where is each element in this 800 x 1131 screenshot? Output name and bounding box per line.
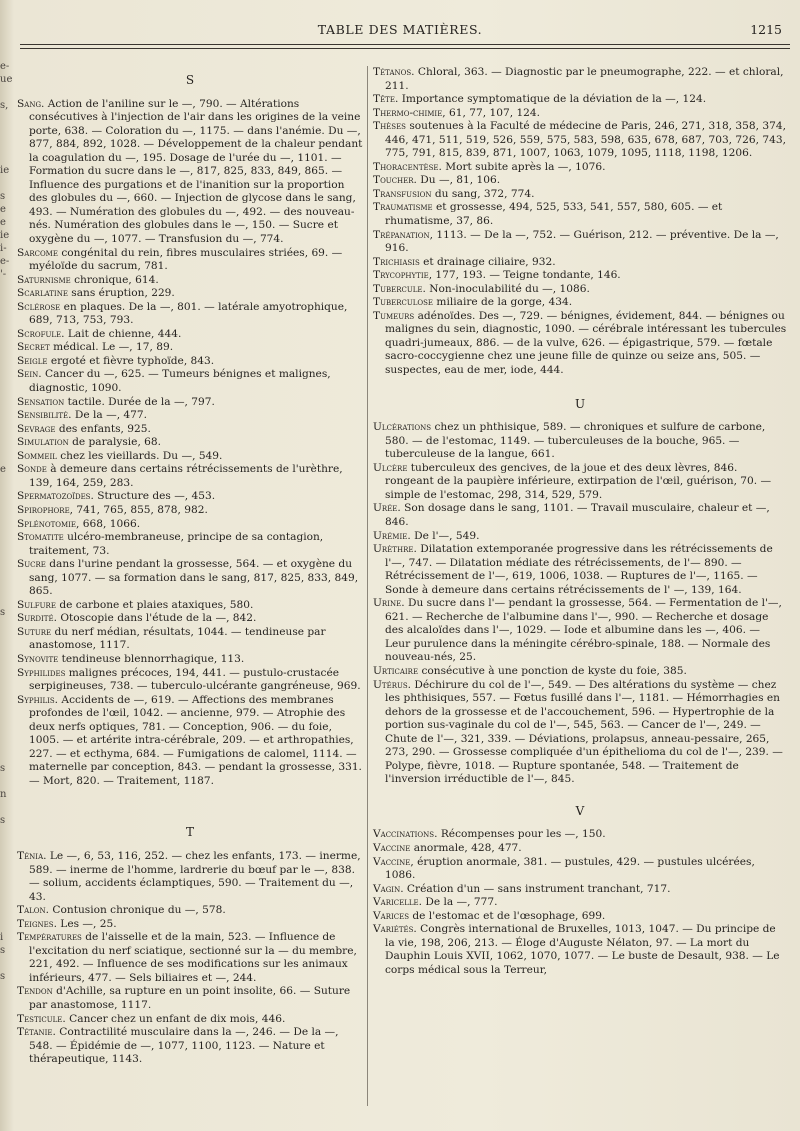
- entry-lemma: Tendon: [17, 985, 53, 998]
- entry-text: Non-inoculabilité du —, 1086.: [425, 282, 590, 295]
- index-entry: [373, 201, 787, 228]
- index-entry: [17, 423, 363, 437]
- entry-lemma: Utérus.: [373, 678, 412, 691]
- index-entry: [17, 653, 363, 667]
- entry-lemma: Thermo-chimie,: [373, 106, 446, 119]
- index-entry: [373, 120, 787, 161]
- entry-lemma: Sein.: [17, 368, 42, 381]
- index-entry: [17, 450, 363, 464]
- entry-text: consécutive à une ponction de kyste du foie, 385.: [418, 664, 687, 677]
- bleed-fragment: [0, 723, 13, 736]
- entry-lemma: Tétanos.: [373, 66, 415, 78]
- entry-lemma: Vaccine,: [373, 855, 414, 868]
- entry-lemma: Vagin.: [373, 882, 404, 895]
- index-entry: [17, 409, 363, 423]
- bleed-fragment: ie: [0, 230, 10, 241]
- bleed-fragment: [0, 411, 13, 424]
- bleed-fragment: ue: [0, 74, 13, 85]
- index-entry: [17, 850, 363, 904]
- entry-lemma: Variétés.: [373, 923, 417, 936]
- entry-text: médical. Le —, 17, 89.: [49, 341, 174, 354]
- entry-text: adénoïdes. Des —, 729. — bénignes, évidement, 844. — bénignes ou malignes du sein, diagnostic, 1090. — cérébrale intéressant les tubercules quadri-jumeaux, 886. — de la vulve, 626. — épigastrique, 579. — fœtale sacro-coccygienne chez une jeune fille de quinze ou seize ans, 505. — suspectes, eau de mer, iode, 444.: [385, 309, 787, 377]
- entry-text: Déchirure du col de l'—, 549. — Des altérations du système — chez les phthisiques, 557. — Fœtus fusillé dans l'—, 1181. — Hémorrhagies en dehors de la grossesse et de l'accouchement, 596. — Hypertrophie de la portion sus-vaginale du col de l'—, 545, 563. — Cancer de l'—, 249. — Chute de l'—, 321, 339. — Déviations, prolapsus, anneau-pessaire, 265, 273, 290. — Grossesse compliquée d'un épithelioma du col de l'—, 239. — Polype, fièvre, 1018. — Rupture spontanée, 548. — Traitement de l'inversion irréductible de l'—, 845.: [385, 678, 783, 786]
- entry-lemma: Scrofule.: [17, 327, 65, 340]
- bleed-fragment: [0, 515, 13, 528]
- index-entry: [17, 931, 363, 985]
- entry-text: Cancer du —, 625. — Tumeurs bénignes et malignes, diagnostic, 1090.: [29, 368, 331, 395]
- entry-text: Les —, 25.: [56, 917, 117, 930]
- bleed-fragment: [0, 905, 13, 918]
- entry-text: et drainage ciliaire, 932.: [419, 255, 556, 268]
- bleed-fragment: [0, 307, 13, 320]
- index-entry: [373, 229, 787, 256]
- bleed-fragment: [0, 879, 13, 892]
- entry-text: soutenues à la Faculté de médecine de Paris, 246, 271, 318, 358, 374, 446, 471, 511, 519, 526, 559, 575, 583, 598, 635, 678, 687, 703, 726, 743, 775, 791, 815, 839, 871, 1007, 1063, 1079, 1095, 1118, 1198, 1206.: [385, 120, 786, 160]
- entry-text: De l'—, 549.: [410, 529, 480, 542]
- entry-lemma: Toucher.: [373, 174, 417, 187]
- entry-text: 177, 193. — Teigne tondante, 146.: [432, 269, 621, 282]
- bleed-fragment: [0, 125, 13, 138]
- entry-text: Le —, 6, 53, 116, 252. — chez les enfants, 173. — inerme, 589. — inerme de l'homme, lardrerie du bœuf par le —, 838. — solium, accidents éclamptiques, 590. — Traitement du —, 43.: [29, 849, 361, 903]
- bleed-fragment: s: [0, 971, 6, 982]
- bleed-fragment: [0, 632, 13, 645]
- index-entry: [373, 107, 787, 121]
- entry-lemma: Urémie.: [373, 529, 411, 542]
- entry-text: chez un phthisique, 589. — chroniques et sulfure de carbone, 580. — de l'estomac, 1149. — tuberculeuses de la bouche, 965. — tuberculeuse de la langue, 661.: [385, 421, 766, 461]
- entry-text: Lait de chienne, 444.: [64, 327, 182, 340]
- bleed-fragment: [0, 567, 13, 580]
- entry-text: 1113. — De la —, 752. — Guérison, 212. — préventive. De la —, 916.: [385, 228, 779, 255]
- entry-lemma: Spirophore,: [17, 503, 74, 516]
- entry-lemma: Trichiasis: [373, 255, 420, 268]
- index-entry: [373, 842, 787, 856]
- entry-lemma: Sommeil: [17, 449, 57, 462]
- left-column: [17, 66, 363, 1067]
- entry-text: tuberculeux des gencives, de la joue et des deux lèvres, 846. rongeant de la paupière inférieure, extirpation de l'œil, guérison, 70. — simple de l'estomac, 298, 314, 529, 579.: [385, 461, 772, 501]
- bleed-fragment: [0, 853, 13, 866]
- bleed-fragment: s: [0, 191, 6, 202]
- entry-lemma: Talon.: [17, 904, 50, 917]
- index-entry: [17, 626, 363, 653]
- index-entry: [17, 247, 363, 274]
- index-entry: [373, 502, 787, 529]
- entry-text: du nerf médian, résultats, 1044. — tendineuse par anastomose, 1117.: [29, 625, 326, 652]
- index-entry: [17, 341, 363, 355]
- entry-lemma: Vaccine: [373, 841, 411, 854]
- entry-text: Dilatation extemporanée progressive dans les rétrécissements de l'—, 747. — Dilatation médiate des rétrécissements, de l'— 890. — Rétrécissement de l'—, 619, 1006, 1038. — Ruptures de l'—, 1165. — Sonde à demeure dans certains rétrécissements de l' —, 139, 164.: [385, 543, 773, 596]
- entry-lemma: Tuberculose: [373, 296, 434, 309]
- entry-lemma: Trycophytie,: [373, 269, 433, 282]
- entry-lemma: Saturnisme: [17, 273, 71, 286]
- bleed-fragment: [0, 476, 13, 489]
- index-entry: [373, 188, 787, 202]
- entry-lemma: Tumeurs: [373, 309, 415, 322]
- index-entry: [17, 667, 363, 694]
- bleed-fragment: e: [0, 204, 6, 215]
- bleed-fragment: [0, 749, 13, 762]
- index-entry: [17, 287, 363, 301]
- bleed-fragment: [0, 502, 13, 515]
- bleed-fragment: [0, 151, 13, 164]
- bleed-fragment: ie: [0, 165, 10, 176]
- bleed-fragment: [0, 801, 13, 814]
- index-entry: [17, 1026, 363, 1067]
- entry-lemma: Varices: [373, 909, 410, 922]
- entry-text: anormale, 428, 477.: [410, 841, 522, 854]
- entry-text: 668, 1066.: [79, 517, 141, 530]
- entry-lemma: Varicelle.: [373, 896, 422, 909]
- index-entry: [17, 368, 363, 395]
- bleed-fragment: [0, 333, 13, 346]
- entry-lemma: Sucre: [17, 558, 46, 571]
- index-entry: [373, 296, 787, 310]
- bleed-fragment: [0, 398, 13, 411]
- entry-text: chronique, 614.: [70, 273, 159, 286]
- bleed-fragment: [0, 593, 13, 606]
- bleed-fragment: [0, 450, 13, 463]
- entry-lemma: Ulcère: [373, 461, 408, 474]
- entry-text: Du —, 81, 106.: [416, 174, 501, 187]
- entry-text: des enfants, 925.: [55, 422, 151, 435]
- entry-lemma: Urine.: [373, 597, 405, 610]
- bleed-fragment: [0, 554, 13, 567]
- index-entry: [373, 310, 787, 378]
- bleed-fragment: [0, 320, 13, 333]
- entry-lemma: Transfusion: [373, 187, 432, 200]
- section-letter-v: V: [575, 803, 585, 818]
- entry-text: Cancer chez un enfant de dix mois, 446.: [65, 1012, 286, 1025]
- entry-lemma: Sensation: [17, 395, 65, 408]
- entry-lemma: Ténia.: [17, 849, 47, 862]
- entry-text: chez les vieillards. Du —, 549.: [56, 449, 223, 462]
- bleed-fragment: [0, 684, 13, 697]
- entry-text: De la —, 777.: [421, 896, 498, 909]
- index-entry: [17, 301, 363, 328]
- index-entry: [17, 918, 363, 932]
- index-entry: [17, 599, 363, 613]
- header-rule-bottom: [20, 48, 790, 49]
- entry-lemma: Sensibilité.: [17, 409, 72, 422]
- entry-lemma: Simulation: [17, 436, 69, 449]
- bleed-fragment: e: [0, 464, 6, 475]
- bleed-fragment: [0, 619, 13, 632]
- bleed-fragment: [0, 775, 13, 788]
- entry-lemma: Températures: [17, 931, 82, 944]
- bleed-fragment: [0, 697, 13, 710]
- bleed-fragment: [0, 385, 13, 398]
- entry-text: à demeure dans certains rétrécissements de l'urèthre, 139, 164, 259, 283.: [29, 463, 343, 489]
- entry-lemma: Testicule.: [17, 1012, 66, 1025]
- entry-text: ulcéro-membraneuse, principe de sa contagion, traitement, 73.: [29, 531, 324, 557]
- index-entry: [373, 856, 787, 883]
- entry-text: Action de l'aniline sur le —, 790. — Altérations consécutives à l'injection de l'air dans les origines de la veine porte, 638. — Coloration du —, 1175. — dans l'anémie. Du —, 877, 884, 892, 1028. — Développement de la chaleur pendant la coagulation du —, 195. Dosage de l'urée du —, 1101. — Formation du sucre dans le —, 817, 825, 833, 849, 865. — Influence des purgations et de l'inanition sur la proportion des globules du —, 660. — Injection de glycose dans le sang, 493. — Numération des globules du —, 492. — des nouveau-nés. Numération des globules dans le —, 150. — Sucre et oxygène du —, 1077. — Transfusion du —, 774.: [29, 97, 363, 246]
- index-entry: [373, 828, 787, 842]
- entry-text: Importance symptomatique de la déviation de la —, 124.: [398, 93, 707, 106]
- index-entry: [373, 256, 787, 270]
- entry-lemma: Synovite: [17, 652, 59, 665]
- bleed-fragment: [0, 294, 13, 307]
- entry-text: de carbone et plaies ataxiques, 580.: [55, 598, 254, 611]
- bleed-fragment: e-: [0, 256, 10, 267]
- entry-text: Contusion chronique du —, 578.: [49, 904, 226, 917]
- bleed-fragment: n: [0, 789, 7, 800]
- entry-text: 61, 77, 107, 124.: [445, 106, 541, 119]
- running-header: [0, 22, 800, 42]
- index-entry: [17, 463, 363, 490]
- index-entry: [17, 396, 363, 410]
- bleed-fragment: [0, 892, 13, 905]
- entry-lemma: Thoracentèse.: [373, 160, 442, 173]
- index-entry: [17, 504, 363, 518]
- bleed-fragment: s,: [0, 100, 9, 111]
- entries-t: [17, 850, 363, 1067]
- entry-lemma: Secret: [17, 341, 50, 354]
- entry-lemma: Teignes.: [17, 917, 57, 930]
- entry-text: tendineuse blennorrhagique, 113.: [58, 652, 245, 665]
- bleed-fragment: [0, 528, 13, 541]
- bleed-fragment: e: [0, 217, 6, 228]
- entry-text: Chloral, 363. — Diagnostic par le pneumographe, 222. — et chloral, 211.: [385, 66, 784, 92]
- entry-lemma: Splénotomie,: [17, 517, 80, 530]
- index-entry: [17, 1013, 363, 1027]
- entry-text: Du sucre dans l'— pendant la grossesse, 564. — Fermentation de l'—, 621. — Recherche de l'albumine dans l'—, 990. — Recherche et dosage des alcaloïdes dans l'—, 1029. — Iode et albumine dans les —, 406. — Leur purulence dans la méningite cérébro-spinale, 188. — Normale des nouveau-nés, 25.: [385, 597, 782, 664]
- index-entry: [17, 518, 363, 532]
- index-entry: [373, 910, 787, 924]
- bleed-fragment: [0, 489, 13, 502]
- bleed-fragment: [0, 580, 13, 593]
- section-letter-s: S: [185, 73, 195, 87]
- bleed-fragment: [0, 424, 13, 437]
- entry-lemma: Scarlatine: [17, 287, 68, 300]
- index-entry: [373, 161, 787, 175]
- entry-lemma: Sclérose: [17, 300, 61, 313]
- entry-lemma: Syphilis.: [17, 693, 59, 706]
- entry-lemma: Sevrage: [17, 422, 56, 435]
- entry-text: malignes précoces, 194, 441. — pustulo-crustacée serpigineuses, 738. — tuberculo-ulcérante gangréneuse, 969.: [29, 666, 361, 693]
- bleed-fragment: [0, 372, 13, 385]
- bleed-fragment: [0, 736, 13, 749]
- index-entry: [17, 490, 363, 504]
- entry-text: Création d'un — sans instrument tranchant, 717.: [403, 882, 671, 895]
- entry-text: dans l'urine pendant la grossesse, 564. — et oxygène du sang, 1077. — sa formation dans le sang, 817, 825, 833, 849, 865.: [29, 558, 359, 598]
- entry-lemma: Sang.: [17, 97, 45, 110]
- entry-lemma: Urée.: [373, 502, 401, 515]
- bleed-fragment: [0, 827, 13, 840]
- entry-text: de paralysie, 68.: [68, 436, 162, 449]
- bleed-fragment: [0, 541, 13, 554]
- bleed-fragment: [0, 957, 13, 970]
- bleed-fragment: [0, 866, 13, 879]
- entry-lemma: Seigle: [17, 354, 48, 367]
- index-entry: [373, 530, 787, 544]
- entry-text: du sang, 372, 774.: [431, 187, 535, 200]
- section-letter-u: U: [574, 396, 586, 411]
- bleed-fragment: [0, 346, 13, 359]
- index-entry: [373, 883, 787, 897]
- entry-text: en plaques. De la —, 801. — latérale amyotrophique, 689, 713, 753, 793.: [29, 300, 348, 327]
- entry-text: De la —, 477.: [71, 409, 148, 422]
- bleed-fragment: s: [0, 945, 6, 956]
- entry-lemma: Urèthre.: [373, 543, 417, 556]
- bleed-fragment: s: [0, 763, 6, 774]
- bleed-fragment: i-: [0, 243, 7, 254]
- entries-t-continued: [373, 66, 787, 378]
- index-entry: [17, 558, 363, 599]
- bleed-fragment: [0, 437, 13, 450]
- entry-text: Récompenses pour les —, 150.: [437, 828, 606, 841]
- entries-s: [17, 98, 363, 789]
- index-entry: [373, 896, 787, 910]
- bleed-fragment: [0, 671, 13, 684]
- index-entry: [17, 612, 363, 626]
- index-entry: [17, 328, 363, 342]
- bleed-fragment: [0, 645, 13, 658]
- header-rule-top: [20, 44, 790, 45]
- entry-text: congénital du rein, fibres musculaires striées, 69. — myéloïde du sacrum, 781.: [29, 246, 343, 273]
- entry-lemma: Suture: [17, 625, 52, 638]
- index-entry: [17, 274, 363, 288]
- entry-lemma: Traumatisme: [373, 201, 433, 214]
- index-entry: [373, 679, 787, 787]
- entry-text: Congrès international de Bruxelles, 1013, 1047. — Du principe de la vie, 198, 206, 213. — Éloge d'Auguste Nélaton, 97. — La mort du Dauphin Louis XVII, 1062, 1070, 1077. — Le buste de Desault, 938. — Le corps médical sous la Terreur,: [385, 923, 780, 976]
- index-entry: [17, 904, 363, 918]
- bleed-fragment: [0, 359, 13, 372]
- entry-lemma: Surdité.: [17, 612, 57, 625]
- entry-lemma: Sulfure: [17, 598, 56, 611]
- page-title: TABLE DES MATIÈRES.: [317, 22, 483, 37]
- entry-text: Accidents de —, 619. — Affections des membranes profondes de l'œil, 1042. — ancienne, 979. — Atrophie des deux nerfs optiques, 781. — Conception, 906. — du foie, 1005. — et artérite intra-cérébrale, 209. — et arthropathies, 227. — et ecthyma, 684. — Fumigations de calomel, 1114. — maternelle par conception, 843. — pendant la grossesse, 331. — Mort, 820. — Traitement, 1187.: [29, 693, 362, 787]
- entry-text: Otoscopie dans l'étude de la —, 842.: [56, 612, 257, 625]
- bleed-fragment: [0, 86, 13, 99]
- bleed-fragment: [0, 112, 13, 125]
- index-entry: [373, 543, 787, 597]
- index-entry: [17, 531, 363, 558]
- entry-text: de l'aisselle et de la main, 523. — Influence de l'excitation du nerf sciatique, sectionné sur la — du membre, 221, 492. — Influence de ses modifications sur les animaux inférieurs, 477. — Sels biliaires et —, 244.: [29, 931, 357, 984]
- bleed-fragment: e-: [0, 61, 10, 72]
- bleed-fragment: [0, 281, 13, 294]
- bleed-fragment: [0, 138, 13, 151]
- page-number: 1215: [750, 22, 782, 37]
- entry-text: ergoté et fièvre typhoïde, 843.: [47, 354, 215, 367]
- bleed-fragment: s: [0, 815, 6, 826]
- entry-lemma: Ulcérations: [373, 421, 432, 434]
- index-entry: [17, 985, 363, 1012]
- entry-lemma: Spermatozoïdes.: [17, 490, 94, 503]
- entry-text: Mort subite après la —, 1076.: [441, 160, 606, 173]
- index-entry: [373, 597, 787, 665]
- entry-text: miliaire de la gorge, 434.: [433, 296, 573, 309]
- bleed-fragment: '-: [0, 269, 7, 280]
- entry-text: d'Achille, sa rupture en un point insolite, 66. — Suture par anastomose, 1117.: [29, 985, 351, 1011]
- entry-text: sans éruption, 229.: [67, 287, 175, 300]
- index-entry: [373, 421, 787, 462]
- adjacent-page-bleed: [0, 60, 13, 1120]
- entry-lemma: Syphilides: [17, 666, 66, 679]
- index-entry: [373, 269, 787, 283]
- bleed-fragment: [0, 918, 13, 931]
- index-entry: [373, 923, 787, 977]
- bleed-fragment: s: [0, 607, 6, 618]
- right-column: [373, 66, 787, 977]
- entry-text: Son dosage dans le sang, 1101. — Travail musculaire, chaleur et —, 846.: [385, 502, 770, 528]
- entry-lemma: Thèses: [373, 120, 406, 133]
- index-entry: [373, 665, 787, 679]
- index-entry: [373, 462, 787, 503]
- index-entry: [17, 436, 363, 450]
- entry-lemma: Urticaire: [373, 664, 419, 677]
- entry-lemma: Sonde: [17, 463, 47, 476]
- entry-lemma: Vaccinations.: [373, 828, 438, 841]
- entry-lemma: Sarcome: [17, 246, 58, 259]
- entry-text: Structure des —, 453.: [93, 490, 216, 503]
- bleed-fragment: [0, 710, 13, 723]
- entry-text: tactile. Durée de la —, 797.: [64, 395, 215, 408]
- entry-text: et grossesse, 494, 525, 533, 541, 557, 580, 605. — et rhumatisme, 37, 86.: [385, 201, 723, 228]
- bleed-fragment: [0, 840, 13, 853]
- entry-lemma: Stomatite: [17, 531, 64, 544]
- entry-lemma: Tubercule.: [373, 282, 426, 295]
- column-divider: [367, 66, 368, 1106]
- bleed-fragment: i: [0, 932, 4, 943]
- entry-text: de l'estomac et de l'œsophage, 699.: [409, 909, 606, 922]
- index-entry: [373, 66, 787, 93]
- entry-lemma: Trépanation,: [373, 228, 434, 241]
- index-entry: [373, 93, 787, 107]
- entry-text: Contractilité musculaire dans la —, 246. — De la —, 548. — Épidémie de —, 1077, 1100, 1123. — Nature et thérapeutique, 1143.: [29, 1026, 339, 1066]
- index-entry: [373, 283, 787, 297]
- entry-lemma: Tétanie.: [17, 1026, 56, 1039]
- bleed-fragment: [0, 658, 13, 671]
- section-letter-t: T: [185, 825, 194, 840]
- bleed-fragment: [0, 177, 13, 190]
- entries-v: [373, 828, 787, 977]
- entry-text: 741, 765, 855, 878, 982.: [73, 503, 208, 516]
- entry-lemma: Tête.: [373, 93, 399, 106]
- index-entry: [17, 355, 363, 369]
- index-entry: [17, 694, 363, 789]
- index-entry: [17, 98, 363, 247]
- entry-text: éruption anormale, 381. — pustules, 429. — pustules ulcérées, 1086.: [385, 855, 755, 882]
- entries-u: [373, 421, 787, 787]
- index-entry: [373, 174, 787, 188]
